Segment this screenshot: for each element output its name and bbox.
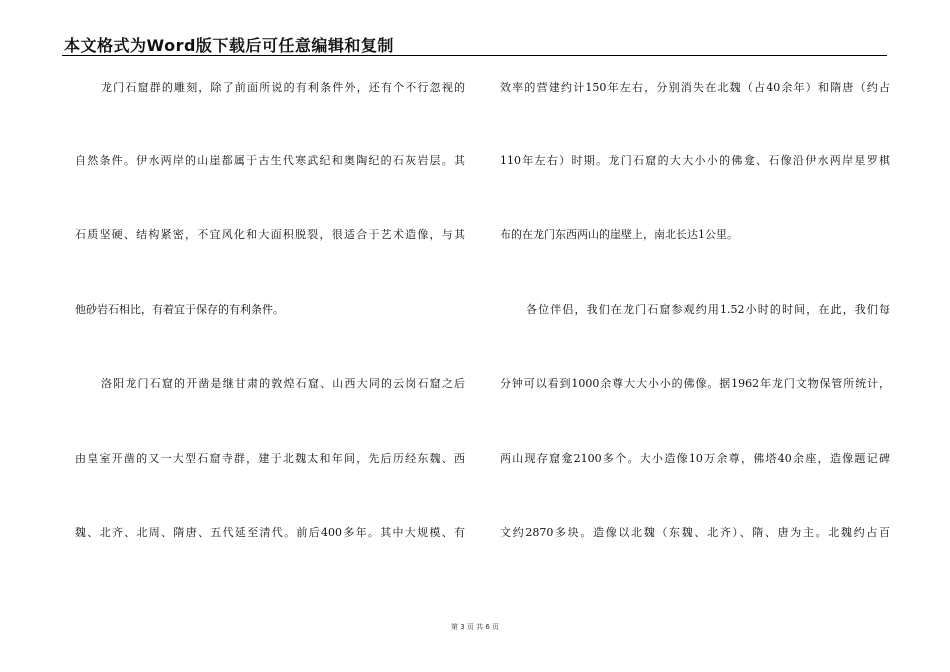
- paragraph-line: 石质坚硬、结构紧密，不宜风化和大面积脱裂，很适合于艺术造像，与其: [75, 228, 465, 241]
- header-divider: [62, 55, 887, 56]
- paragraph-line: 他砂岩石相比，有着宜于保存的有利条件。: [75, 303, 284, 316]
- paragraph-line: 分钟可以看到1000余尊大大小小的佛像。据1962年龙门文物保管所统计，: [500, 377, 890, 390]
- document-header-title: 本文格式为Word版下载后可任意编辑和复制: [64, 36, 394, 55]
- paragraph-line: 两山现存窟龛2100多个。大小造像10万余尊，佛塔40余座，造像题记碑: [500, 452, 890, 465]
- paragraph-line: 由皇室开凿的又一大型石窟寺群，建于北魏太和年间，先后历经东魏、西: [75, 452, 465, 465]
- page-number-footer: 第 3 页 共 6 页: [450, 623, 500, 631]
- paragraph-line: 布的在龙门东西两山的崖壁上，南北长达1公里。: [500, 228, 738, 241]
- paragraph-line: 自然条件。伊水两岸的山崖都属于古生代寒武纪和奥陶纪的石灰岩层。其: [75, 154, 465, 167]
- paragraph-line: 龙门石窟群的雕刻，除了前面所说的有利条件外，还有个不行忽视的: [101, 81, 465, 94]
- paragraph-line: 洛阳龙门石窟的开凿是继甘肃的敦煌石窟、山西大同的云岗石窟之后: [101, 377, 465, 390]
- paragraph-line: 效率的营建约计150年左右，分别消失在北魏（占40余年）和隋唐（约占: [500, 81, 890, 94]
- paragraph-line: 文约2870多块。造像以北魏（东魏、北齐）、隋、唐为主。北魏约占百: [500, 526, 890, 539]
- paragraph-line: 各位伴侣，我们在龙门石窟参观约用1.52小时的时间，在此，我们每: [526, 303, 890, 316]
- paragraph-line: 魏、北齐、北周、隋唐、五代延至清代。前后400多年。其中大规模、有: [75, 526, 465, 539]
- paragraph-line: 110年左右）时期。龙门石窟的大大小小的佛龛、石像沿伊水两岸星罗棋: [500, 154, 890, 167]
